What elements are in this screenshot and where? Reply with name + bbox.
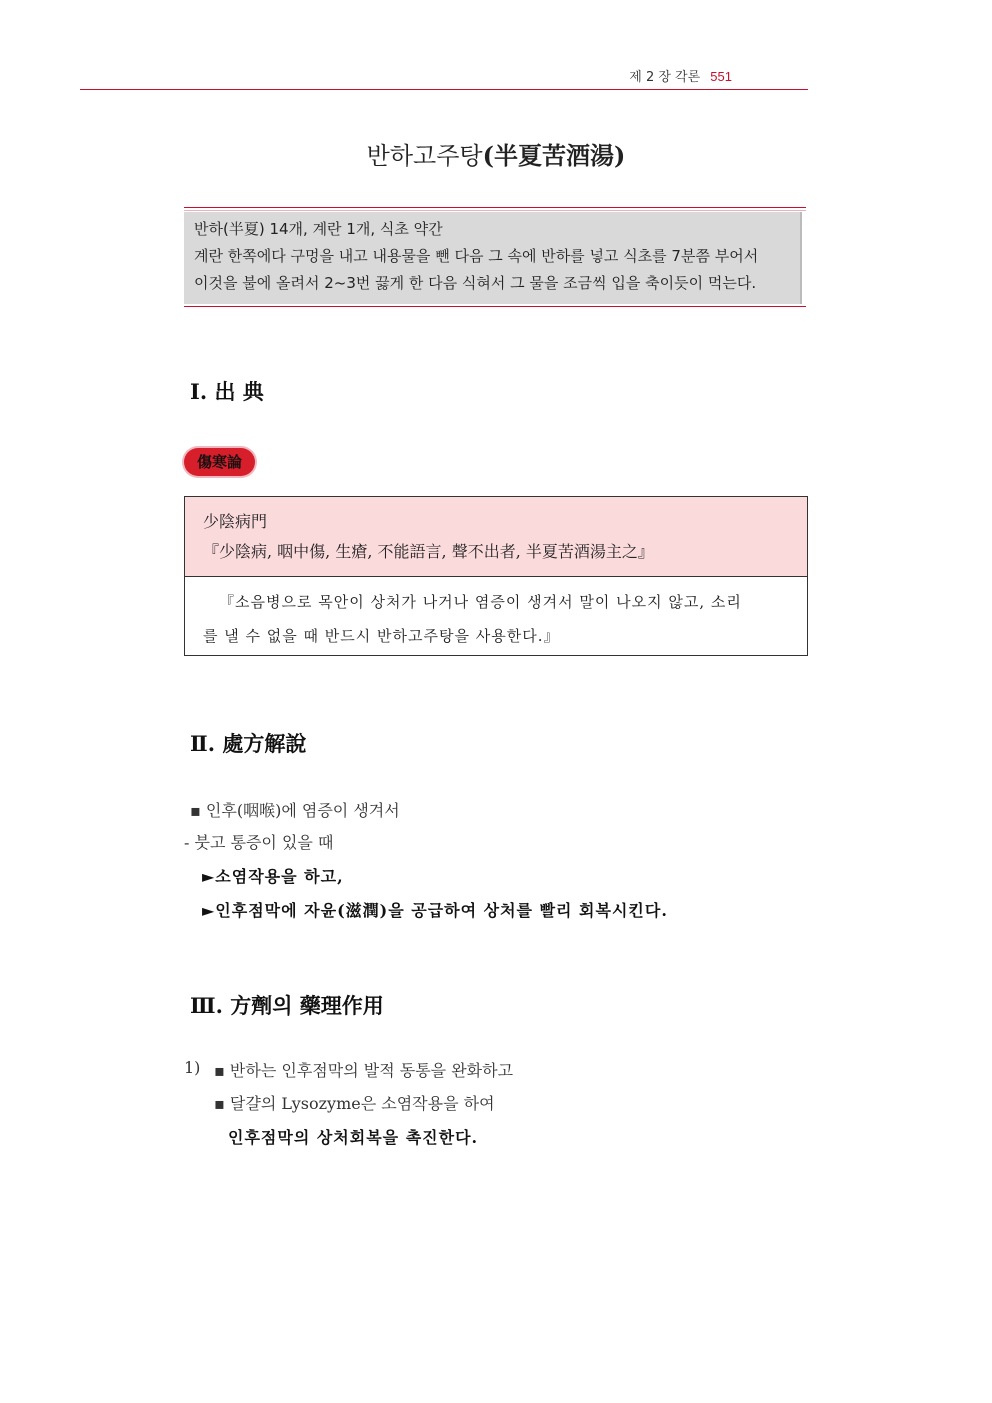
header-rule <box>80 89 808 90</box>
title-korean: 반하고주탕 <box>366 142 483 170</box>
title-hanja: (半夏苦酒湯) <box>482 141 626 170</box>
quote-original <box>185 497 807 577</box>
quote-box <box>184 496 808 656</box>
summary-method-1: 계란 한쪽에다 구멍을 내고 내용물을 뺀 다음 그 속에 반하를 넣고 식초를 7분쯤 부어서 <box>194 247 759 265</box>
source-badge: 傷寒論 <box>184 448 255 476</box>
quote-translation <box>185 577 807 661</box>
summary-box <box>184 212 802 304</box>
section-2-line-2: - 붓고 통증이 있을 때 <box>184 833 334 852</box>
section-3-line-3: 인후점막의 상처회복을 촉진한다. <box>228 1128 479 1147</box>
page-title <box>0 136 992 171</box>
summary-top-rule-light <box>184 210 806 211</box>
section-3-heading: Ⅲ. 方劑의 藥理作用 <box>190 993 384 1018</box>
section-2-line-1: ▪ 인후(咽喉)에 염증이 생겨서 <box>190 801 400 820</box>
translation-line-2: 를 낼 수 없을 때 반드시 반하고주탕을 사용한다.』 <box>203 627 560 645</box>
quote-title: 少陰病門 <box>203 512 268 531</box>
summary-ingredients: 반하(半夏) 14개, 계란 1개, 식초 약간 <box>194 220 443 238</box>
summary-bottom-rule <box>184 306 806 307</box>
section-2-line-4: ►인후점막에 자윤(滋潤)을 공급하여 상처를 빨리 회복시킨다. <box>202 901 668 920</box>
section-2-line-3: ►소염작용을 하고, <box>202 867 344 886</box>
section-3-line-2: ▪ 달걀의 Lysozyme은 소염작용을 하여 <box>214 1094 495 1113</box>
summary-method-2: 이것을 불에 올려서 2~3번 끓게 한 다음 식혀서 그 물을 조금씩 입을 축이듯이 먹는다. <box>194 274 757 292</box>
summary-top-rule <box>184 207 806 208</box>
translation-line-1: 『소음병으로 목안이 상처가 나거나 염증이 생겨서 말이 나오지 않고, 소리 <box>219 593 742 611</box>
page-number: 551 <box>710 69 732 84</box>
chapter-label: 제 2 장 각론 <box>629 70 701 85</box>
quote-text: 『少陰病, 咽中傷, 生瘡, 不能語言, 聲不出者, 半夏苦酒湯主之』 <box>203 542 654 561</box>
section-3-line-1: ▪ 반하는 인후점막의 발적 동통을 완화하고 <box>214 1061 514 1080</box>
running-header <box>629 66 732 85</box>
section-3-number: 1) <box>184 1058 201 1077</box>
section-1-heading: Ⅰ. 出 典 <box>190 379 264 404</box>
section-2-heading: Ⅱ. 處方解說 <box>190 731 307 756</box>
